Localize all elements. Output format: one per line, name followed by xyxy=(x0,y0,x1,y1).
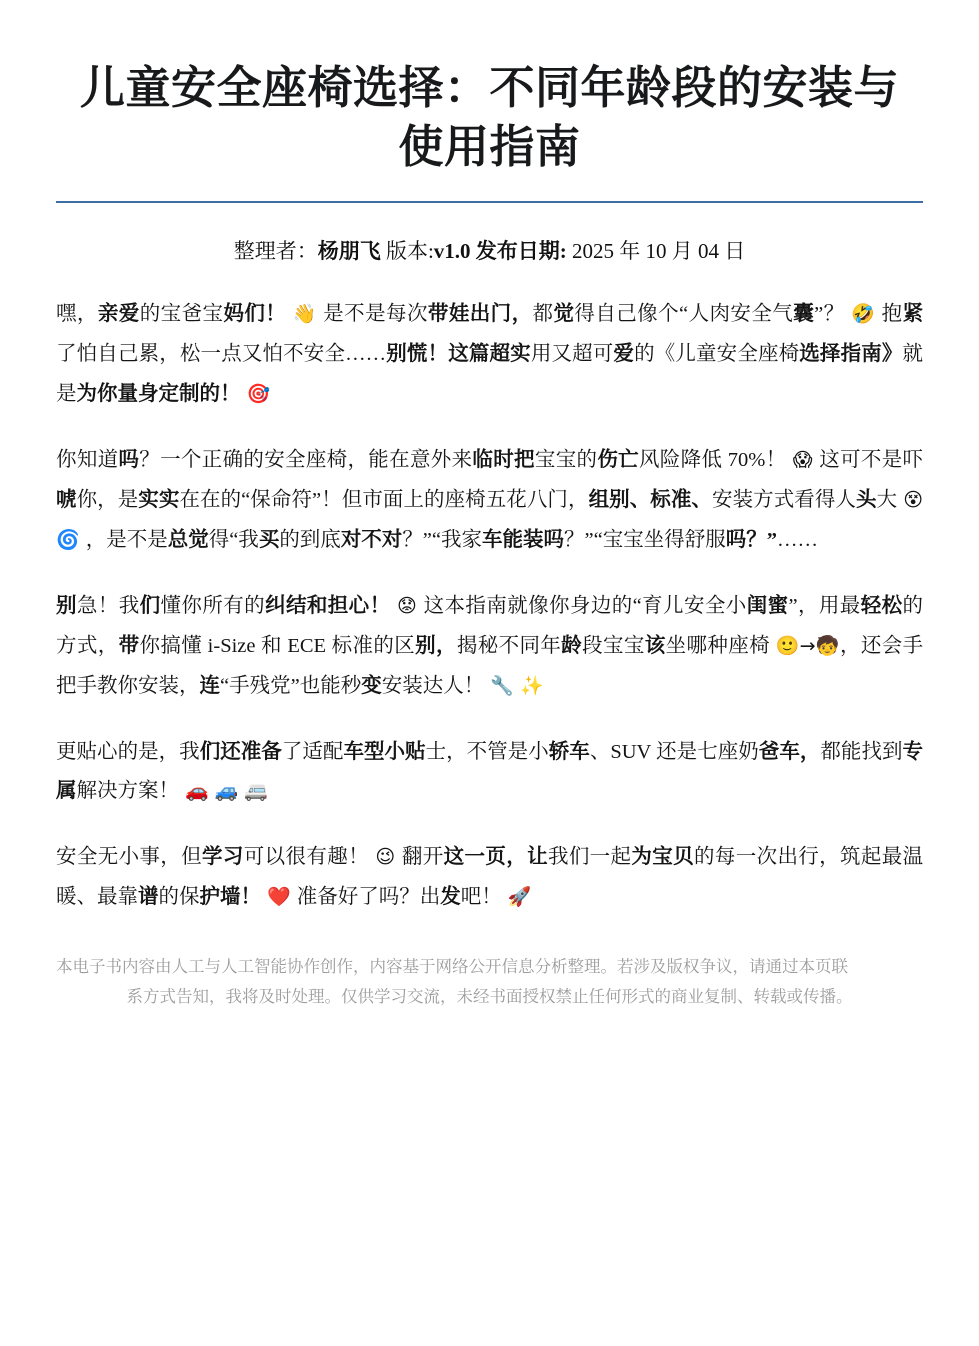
bold-run: 对不对 xyxy=(340,528,403,551)
text-run: 得自己像个“人肉安全气 xyxy=(574,302,794,325)
bold-run: 轿车 xyxy=(548,740,590,763)
bold-run: 伤亡 xyxy=(597,448,639,471)
text-run: 解决方案！ xyxy=(76,780,179,803)
bold-run: 爸车， xyxy=(758,740,821,763)
version-value: v1.0 xyxy=(433,238,476,263)
bold-run: 纠结和担心！ xyxy=(265,594,391,617)
bold-run: 龄 xyxy=(561,634,583,657)
text-run: 这可不是吓 xyxy=(819,448,924,471)
text-run: 就是 xyxy=(56,342,924,405)
bold-run: 头 xyxy=(855,488,877,511)
text-run: 更贴心的是，我 xyxy=(56,740,200,763)
text-run: 用又超可 xyxy=(530,342,614,365)
bold-run: 谱 xyxy=(138,886,159,909)
inline-emoji: 😟 xyxy=(390,594,424,617)
text-run: 的方式， xyxy=(56,594,924,657)
bold-run: 车型小贴 xyxy=(343,740,426,763)
text-run: 宝宝的 xyxy=(534,448,598,471)
disclaimer xyxy=(56,952,923,1011)
text-run: 急！我 xyxy=(76,594,140,617)
text-run: 风险降低 70%！ xyxy=(638,448,787,471)
bold-run: 变 xyxy=(361,674,382,697)
text-run: 了怕自己累，松一点又怕不安全…… xyxy=(56,342,387,365)
document-body xyxy=(56,295,923,919)
bold-run: 爱 xyxy=(613,342,635,365)
text-run: ，还会手把手教你安装， xyxy=(56,634,924,697)
paragraph xyxy=(56,295,923,415)
bold-run: 护墙！ xyxy=(199,886,261,909)
bold-run: 发 xyxy=(440,886,461,909)
bold-run: 买 xyxy=(258,528,280,551)
text-run: 这本指南就像你身边的“育儿安全小 xyxy=(423,594,747,617)
bold-run: 学习 xyxy=(202,846,244,869)
bold-run: 临时把 xyxy=(472,448,535,471)
text-run: ？一个正确的安全座椅，能在意外来 xyxy=(139,448,473,471)
text-run: …… xyxy=(776,528,818,551)
bold-run: 为你量身定制的！ xyxy=(76,382,241,405)
disclaimer-line-2: 系方式告知，我将及时处理。仅供学习交流，未经书面授权禁止任何形式的商业复制、转载或传播。 xyxy=(126,986,853,1006)
bold-run: 觉 xyxy=(553,302,575,325)
version-label: 版本: xyxy=(380,238,434,263)
bold-run: 别 xyxy=(56,594,77,617)
text-run: 你，是 xyxy=(76,488,139,511)
text-run: 你知道 xyxy=(56,448,119,471)
inline-emoji: 😱 xyxy=(786,448,820,471)
text-run: 安装达人！ xyxy=(381,674,485,697)
date-label: 发布日期: xyxy=(475,238,573,263)
bold-run: 该 xyxy=(644,634,666,657)
text-run: 懂你所有的 xyxy=(160,594,266,617)
text-run: ”？ xyxy=(814,302,845,325)
bold-run: 亲爱 xyxy=(97,302,140,325)
bold-run: 组别、标准、 xyxy=(588,488,712,511)
text-run: 是不是每次 xyxy=(323,302,428,325)
paragraph xyxy=(56,838,923,918)
text-run: 翻开 xyxy=(401,846,444,869)
bold-run: 这一页，让 xyxy=(443,846,548,869)
bold-run: 闺蜜 xyxy=(746,594,789,617)
bold-run: 专属 xyxy=(56,740,924,803)
text-run: 我们一起 xyxy=(547,846,632,869)
bold-run: 实实 xyxy=(138,488,180,511)
text-run: 得“我 xyxy=(208,528,259,551)
text-run: “手残党”也能秒 xyxy=(220,674,362,697)
title-divider xyxy=(56,201,923,203)
text-run: 安全无小事，但 xyxy=(56,846,203,869)
text-run: ？”“宝宝坐得舒服 xyxy=(564,528,726,551)
text-run: 的每一次出行，筑起最温暖、最靠 xyxy=(56,846,924,909)
bold-run: 总觉 xyxy=(167,528,209,551)
bold-run: 车能装吗 xyxy=(482,528,565,551)
inline-emoji: ❤️ xyxy=(261,886,297,909)
text-run: 揭秘不同年 xyxy=(456,634,562,657)
bold-run: 别， xyxy=(415,634,457,657)
text-run: 嘿， xyxy=(56,302,98,325)
bold-run: 妈们！ xyxy=(223,302,287,325)
bold-run: 带娃出门， xyxy=(427,302,533,325)
page-title: 儿童安全座椅选择：不同年龄段的安装与使用指南 xyxy=(79,62,899,173)
compiler-label: 整理者： xyxy=(233,238,318,263)
text-run: 都 xyxy=(532,302,554,325)
bold-run: 们还准备 xyxy=(199,740,282,763)
compiler-name: 杨朋飞 xyxy=(317,238,381,263)
bold-run: 们 xyxy=(139,594,161,617)
bold-run: 吗 xyxy=(118,448,140,471)
bold-run: 吗？” xyxy=(725,528,777,551)
text-run: ，是不是 xyxy=(85,528,168,551)
bold-run: 紧 xyxy=(902,302,924,325)
bold-run: 连 xyxy=(199,674,220,697)
inline-emoji: 🚗 🚙 🚐 xyxy=(179,780,269,803)
bold-run: 选择指南》 xyxy=(799,342,903,365)
text-run: 都能找到 xyxy=(820,740,903,763)
bold-run: 别慌！这篇超实 xyxy=(386,342,531,365)
date-value: 2025 年 10 月 04 日 xyxy=(572,238,746,263)
inline-emoji: 🎯 xyxy=(240,382,271,405)
bold-run: 为宝贝 xyxy=(631,846,694,869)
inline-emoji: 😉 xyxy=(368,846,402,869)
text-run: 安装方式看得人 xyxy=(712,488,856,511)
paragraph xyxy=(56,587,923,707)
inline-emoji: 🔧 ✨ xyxy=(484,674,544,697)
text-run: 吧！ xyxy=(460,886,502,909)
inline-emoji: 😵 🌀 xyxy=(56,488,924,551)
disclaimer-line-1: 本电子书内容由人工与人工智能协作创作，内容基于网络公开信息分析整理。若涉及版权争议，请通过本页联 xyxy=(56,957,848,977)
bold-run: 唬 xyxy=(56,488,77,511)
inline-emoji: 🚀 xyxy=(501,886,532,909)
text-run: 你搞懂 i-Size 和 ECE 标准的区 xyxy=(139,634,416,657)
text-run: 的《儿童安全座椅 xyxy=(634,342,800,365)
document-meta xyxy=(56,235,923,265)
text-run: 抱 xyxy=(881,302,903,325)
text-run: 准备好了吗？出 xyxy=(296,886,441,909)
bold-run: 带 xyxy=(118,634,140,657)
bold-run: 囊 xyxy=(793,302,815,325)
text-run: ？”“我家 xyxy=(402,528,483,551)
text-run: 、SUV 还是七座奶 xyxy=(589,740,759,763)
bold-run: 轻松 xyxy=(860,594,903,617)
text-run: 的宝爸宝 xyxy=(139,302,224,325)
inline-emoji: 👋 xyxy=(286,302,324,325)
text-run: 段宝宝 xyxy=(582,634,645,657)
paragraph xyxy=(56,441,923,561)
inline-emoji: 🤣 xyxy=(844,302,882,325)
text-run: 大 xyxy=(876,488,898,511)
text-run: 坐哪种座椅 xyxy=(665,634,776,657)
paragraph xyxy=(56,733,923,813)
text-run: 士，不管是小 xyxy=(425,740,549,763)
text-run: ”，用最 xyxy=(788,594,861,617)
text-run: 的到底 xyxy=(279,528,341,551)
text-run: 了适配 xyxy=(281,740,344,763)
text-run: 的保 xyxy=(158,886,200,909)
text-run: 在在的“保命符”！但市面上的座椅五花八门， xyxy=(179,488,589,511)
text-run: 可以很有趣！ xyxy=(243,846,369,869)
inline-emoji: 🙂→🧒 xyxy=(775,634,840,657)
